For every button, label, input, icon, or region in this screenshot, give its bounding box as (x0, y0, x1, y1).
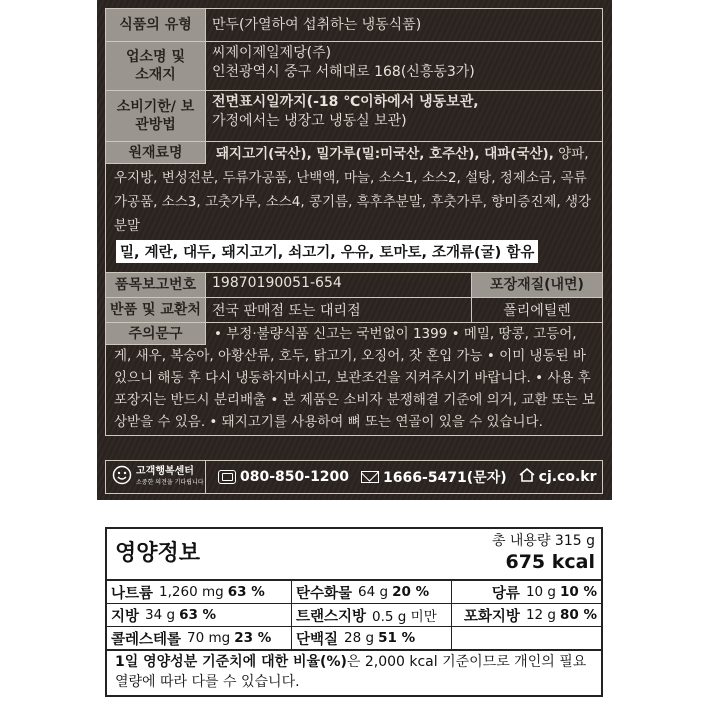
phone-number[interactable]: 080-850-1200 (240, 469, 350, 485)
home-icon (519, 468, 535, 486)
smile-icon (112, 465, 132, 489)
notice-label: 주의문구 (106, 323, 206, 345)
food-type-value: 만두(가열하여 섭취하는 냉동식품) (212, 16, 422, 33)
center-subtitle: 소중한 의견을 기다립니다 (136, 479, 204, 486)
nutrient-percent: 51 % (378, 630, 416, 646)
nutrient-amount: 64 g (358, 584, 389, 600)
nutrition-title: 영양정보 (115, 541, 201, 566)
total-content: 총 내용량 315 g (491, 533, 595, 549)
packaging-value: 폴리에틸렌 (503, 303, 571, 319)
report-label: 품목보고번호 (106, 273, 206, 297)
expiry-line2: 가정에서는 냉장고 냉동실 보관) (212, 113, 407, 129)
nutrient-percent: 23 % (234, 630, 272, 646)
total-kcal: 675 kcal (505, 551, 595, 573)
center-title: 고객행복센터 (136, 466, 194, 477)
ingredients-label: 원재료명 (106, 142, 206, 164)
nutrient-name: 포화지방 (463, 608, 520, 625)
mail-icon (361, 471, 379, 483)
website-link[interactable]: cj.co.kr (538, 469, 597, 485)
return-value: 전국 판매점 또는 대리점 (206, 298, 472, 322)
product-info-table (105, 8, 603, 436)
nutrient-percent: 20 % (392, 584, 430, 600)
return-label: 반품 및 교환처 (106, 298, 206, 322)
note-bold: 1일 영양성분 기준치에 대한 비율(%) (115, 654, 347, 670)
expiry-label: 소비기한/ 보관방법 (106, 91, 206, 141)
nutrient-name: 탄수화물 (296, 585, 353, 602)
nutrient-name: 콜레스테롤 (111, 631, 182, 648)
report-value: 19870190051-654 (206, 273, 472, 297)
nutrient-amount: 0.5 g 미만 (372, 609, 437, 625)
nutrient-percent: 63 % (179, 607, 217, 623)
nutrient-row (107, 626, 601, 649)
nutrient-amount: 34 g (145, 607, 176, 623)
maker-name: 씨제이제일제당(주) (212, 45, 332, 61)
maker-address: 인천광역시 중구 서해대로 168(신흥동3가) (212, 64, 475, 80)
notice-text: • 부정·불량식품 신고는 국번없이 1399 • 메밀, 땅콩, 고등어, 게, 새우, 복숭아, 아황산류, 호두, 닭고기, 오징어, 잣 혼입 가능 • 이미 냉동된 바 있으니 해동 후 다시 냉동하지마시고, 보관조건을 지켜주시기 바랍니다. • 사용 후 포장지는 반드시 분리배출 • 본 제품은 소비자 분쟁해결 기준에 의거, 교환 또는 보상받을 수 있음. • 돼지고기를 사용하여 뼈 또는 연골이 있을 수 있습니다. (114, 326, 596, 430)
nutrient-amount: 12 g (525, 607, 556, 623)
nutrient-name: 트랜스지방 (296, 608, 367, 625)
nutrient-amount: 10 g (525, 584, 556, 600)
nutrient-name: 지방 (111, 608, 140, 625)
nutrition-facts-table (105, 527, 603, 697)
nutrient-name: 단백질 (296, 631, 339, 648)
sms-number[interactable]: 1666-5471(문자) (383, 470, 507, 486)
expiry-line1: 전면표시일까지(-18 ℃이하에서 냉동보관, (212, 94, 479, 110)
ingredients-rest: 양파, 우지방, 변성전분, 두류가공품, 난백액, 마늘, 소스1, 소스2, 설탕, 정제소금, 곡류가공품, 소스3, 고춧가루, 소스4, 콩기름, 흑후추분말, 후춧가루, 향미증진제, 생강분말 (114, 146, 592, 234)
nutrient-amount: 70 mg (187, 630, 231, 646)
nutrient-row (107, 579, 601, 603)
allergen-notice: 밀, 계란, 대두, 돼지고기, 쇠고기, 우유, 토마토, 조개류(굴) 함유 (116, 240, 538, 263)
nutrient-percent: 63 % (227, 584, 265, 600)
food-type-label: 식품의 유형 (106, 9, 206, 41)
nutrient-percent: 10 % (559, 584, 597, 600)
nutrient-percent: 80 % (559, 607, 597, 623)
customer-center-bar (105, 460, 603, 494)
maker-label: 업소명 및 소재지 (106, 42, 206, 90)
ingredients-bold: 돼지고기(국산), 밀가루(밀:미국산, 호주산), 대파(국산), (216, 146, 554, 162)
packaging-label: 포장재질(내면) (472, 273, 602, 297)
nutrition-note (107, 649, 601, 695)
nutrient-row (107, 603, 601, 626)
nutrient-amount: 1,260 mg (159, 584, 224, 600)
note-rest: 은 2,000 kcal 기준이므로 개인의 필요 열량에 따라 다를 수 있습니다. (115, 654, 587, 690)
nutrient-name: 당류 (491, 585, 520, 602)
phone-icon (218, 470, 236, 484)
nutrient-name: 나트륨 (111, 585, 154, 602)
nutrient-amount: 28 g (344, 630, 375, 646)
